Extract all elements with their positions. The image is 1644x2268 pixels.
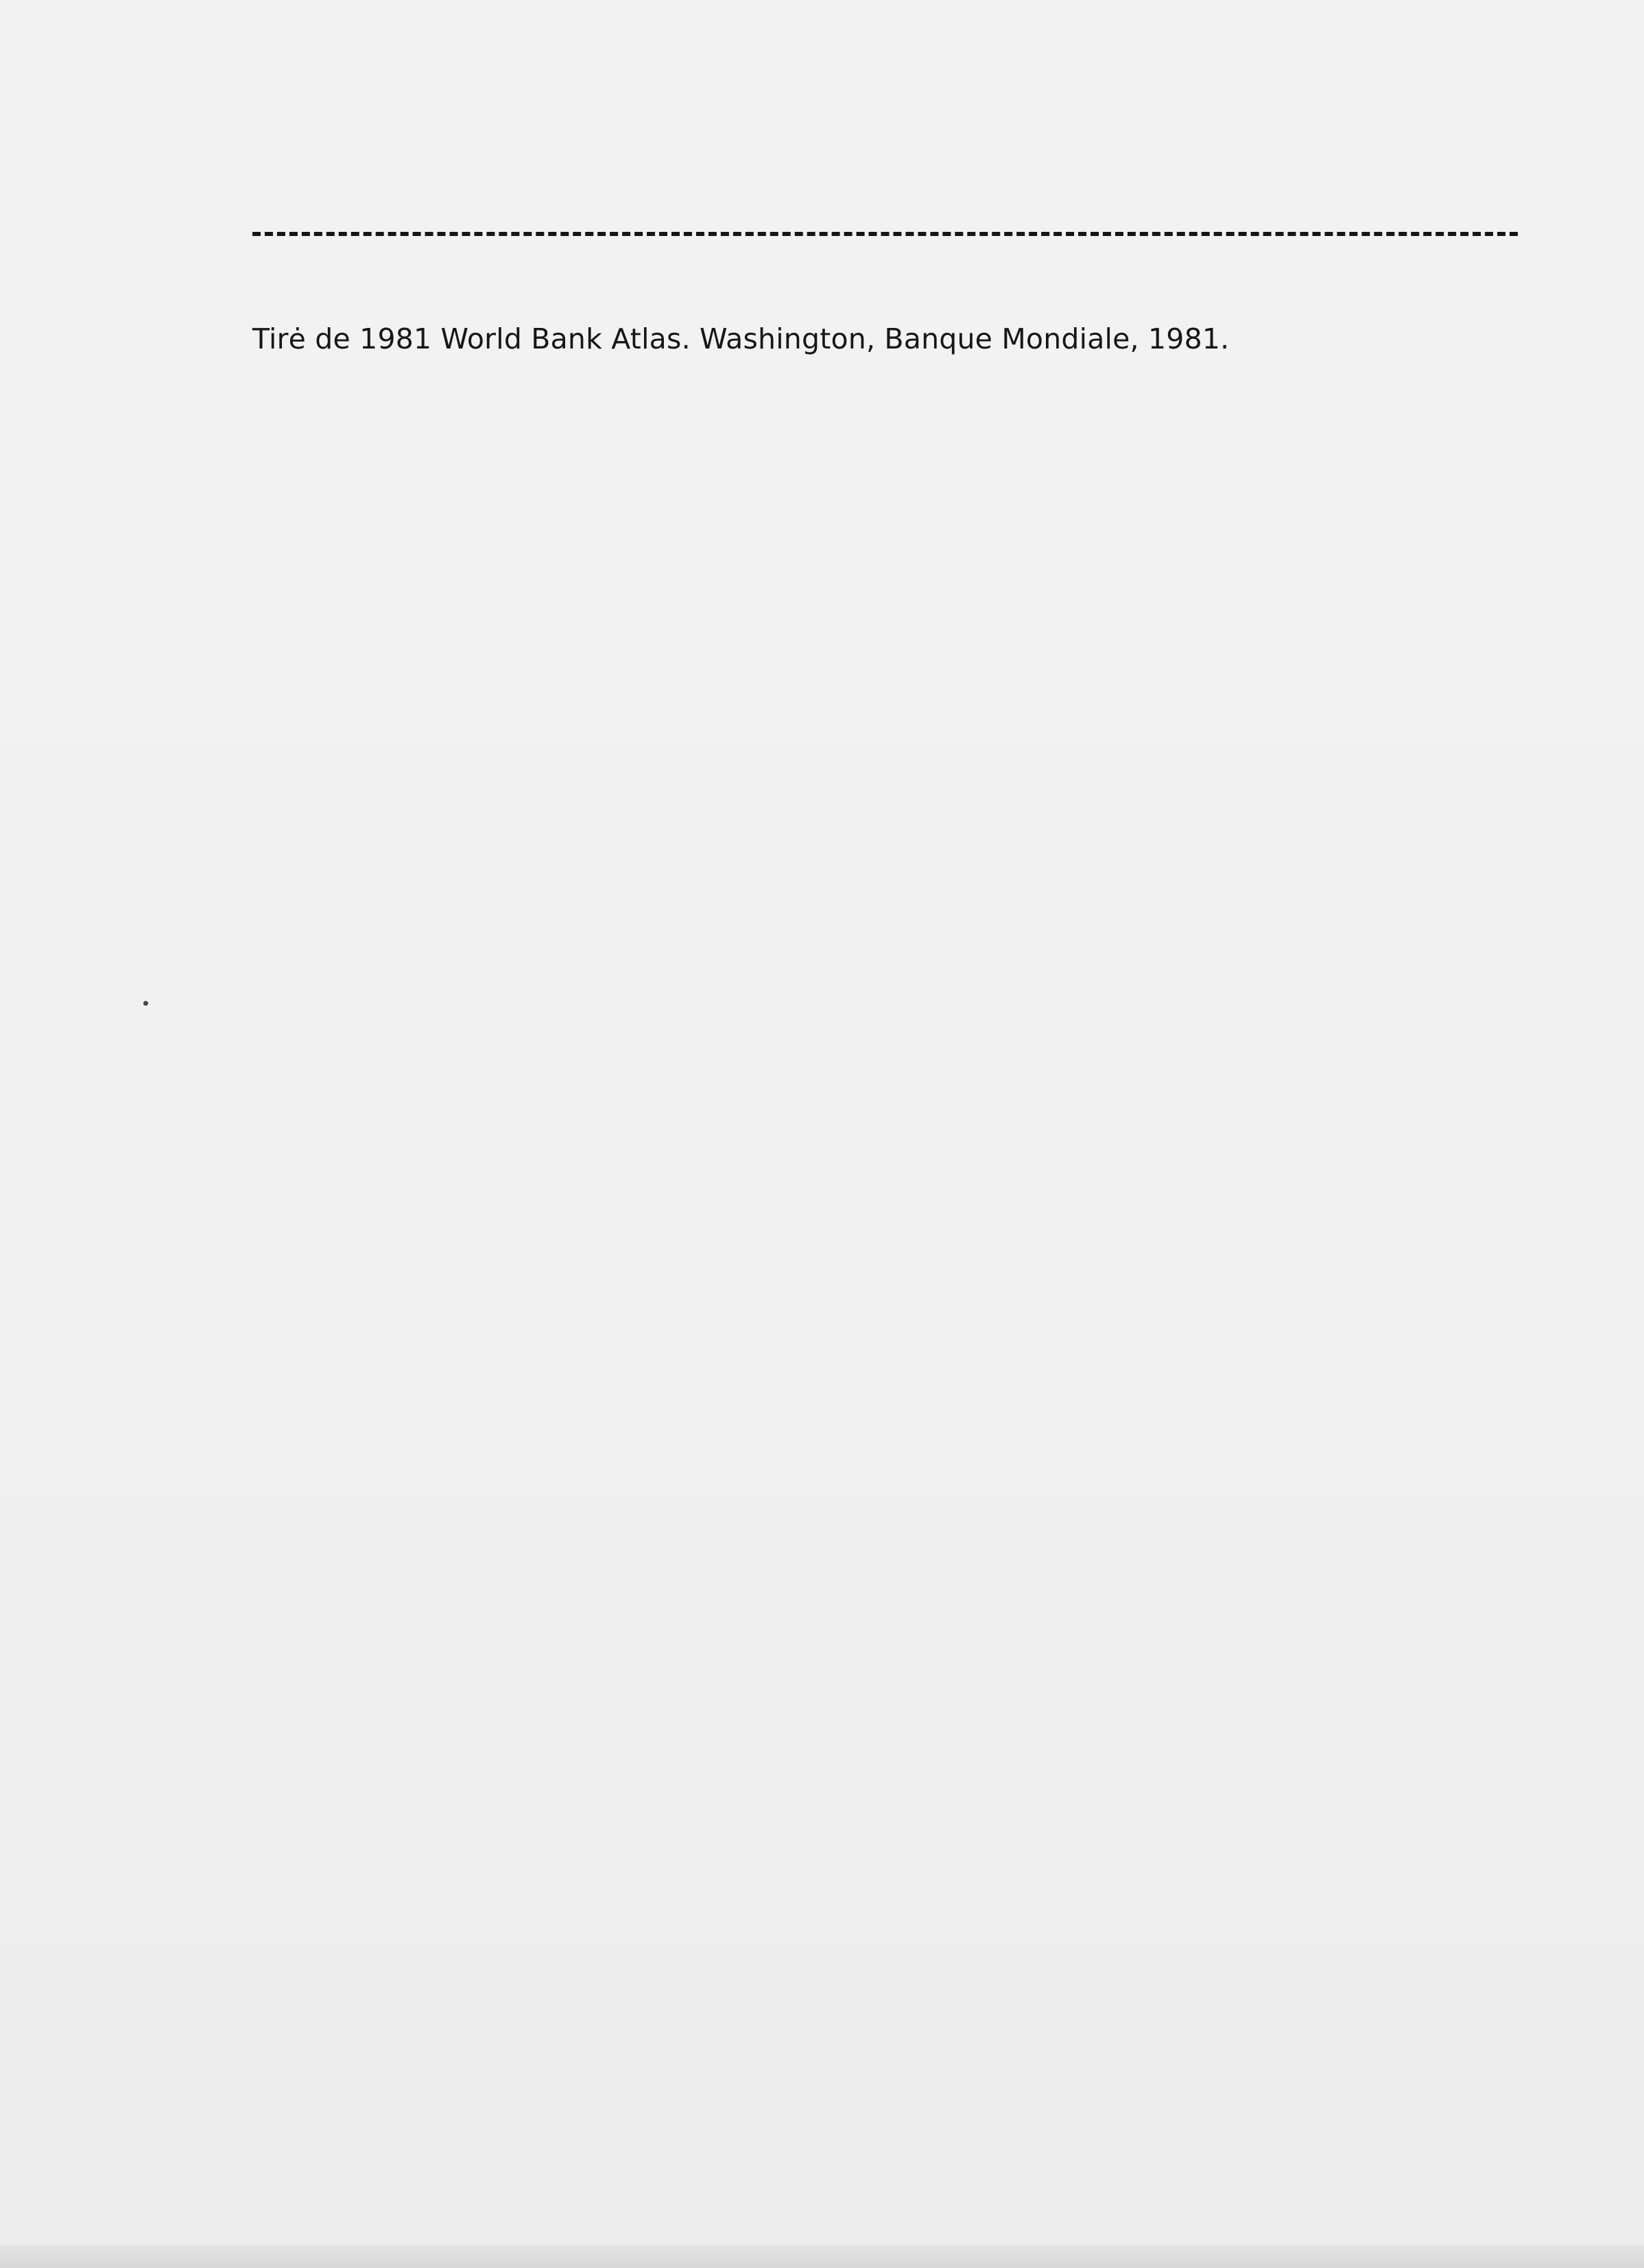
ink-speck bbox=[143, 1001, 148, 1006]
source-citation: Tirė de 1981 World Bank Atlas. Washington, Banque Mondiale, 1981. bbox=[252, 322, 1230, 355]
dashed-divider bbox=[252, 232, 1518, 236]
page-bottom-edge bbox=[0, 2245, 1644, 2268]
